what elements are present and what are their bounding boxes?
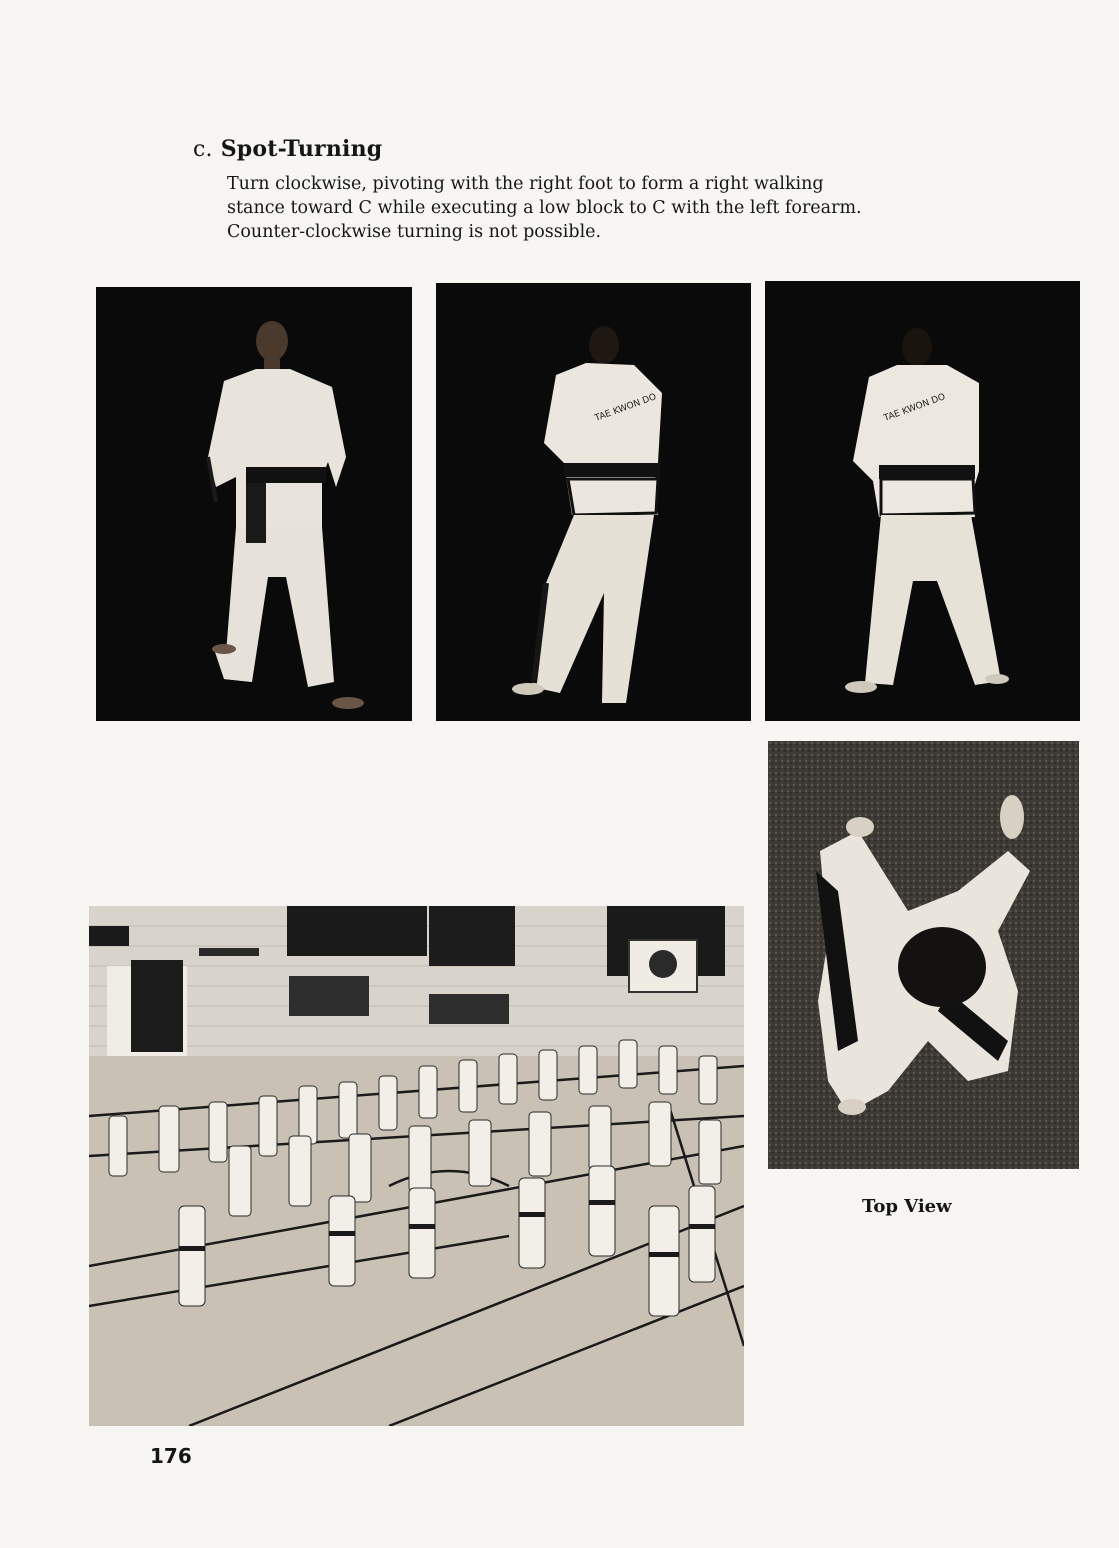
figure-turning-illustration	[436, 283, 751, 721]
instruction-paragraph	[227, 172, 967, 244]
photo-gymnasium-class	[89, 906, 744, 1426]
figure-top-view-illustration	[768, 741, 1079, 1169]
top-view-caption: Top View	[862, 1196, 952, 1217]
instruction-line-3: Counter-clockwise turning is not possible.	[227, 222, 602, 242]
section-letter: c.	[193, 137, 213, 162]
gi-back-logo: TAE KWON DO	[593, 392, 658, 424]
photo-top-view	[768, 741, 1079, 1169]
photo-turning	[436, 283, 751, 721]
gym-class-illustration	[89, 906, 744, 1426]
gi-back-logo-2: TAE KWON DO	[882, 392, 947, 424]
photo-walking-stance	[765, 281, 1080, 721]
photo-front-stance	[96, 287, 412, 721]
section-title: Spot-Turning	[220, 136, 383, 162]
instruction-line-1: Turn clockwise, pivoting with the right foot to form a right walking	[227, 174, 824, 194]
instruction-line-2: stance toward C while executing a low block to C with the left forearm.	[227, 198, 862, 218]
figure-front-illustration	[96, 287, 412, 721]
section-heading	[193, 136, 382, 162]
figure-walking-stance-illustration	[765, 281, 1080, 721]
page-number: 176	[150, 1444, 192, 1468]
